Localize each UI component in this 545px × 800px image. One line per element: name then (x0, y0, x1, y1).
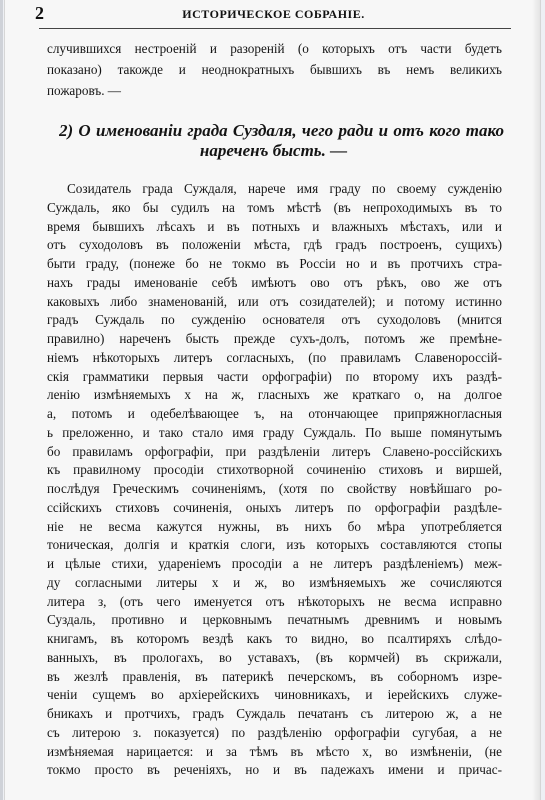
text-line: и цѣлые стихи, удареніемъ просодіи а не литеръ раздѣленіемъ) меж- (47, 556, 502, 571)
book-page (4, 0, 541, 800)
text-line: ніемъ нѣкоторыхъ литеръ согласныхъ, (по правиламъ Славенороссій- (47, 349, 502, 365)
text-line: градъ Суждаль по сужденію основателя отъ суходоловъ (мнится (47, 312, 502, 328)
text-line: нахъ грады именованіе себѣ имѣютъ ово отъ рѣкъ, ово же отъ (47, 274, 502, 290)
text-line: отъ суходоловъ въ положеніи мѣста, гдѣ градъ построенъ, сущихъ) (47, 237, 502, 253)
text-line: показано) такожде и неоднократныхъ бывшихъ въ немъ великихъ (47, 62, 502, 77)
text-line: послѣдуя Греческимъ сочиненіямъ, (хотя по свойству новѣйшаго ро- (47, 481, 502, 496)
text-line: а, потомъ и одебелѣвающее ъ, на отончающее припряжногласныя (47, 406, 502, 421)
text-line: съ литерою з. показуется) по раздѣленію орфографіи сугубая, а не (47, 724, 502, 740)
text-line: ніе не весма кажутся нужны, въ нихъ бо мѣра употребляется (47, 518, 502, 534)
text-line: пожаровъ. — (47, 83, 121, 98)
text-line: измѣняемая нарицается: и за тѣмъ въ мѣсто х, во измѣненіи, (не (47, 743, 502, 759)
section-heading-line-1: 2) О именованіи града Суздаля, чего ради и отъ кого тако (59, 121, 504, 140)
text-line: бо правиламъ орфографіи, при раздѣленіи литеръ Славено-россійскихъ (47, 443, 502, 459)
text-line: ванныхъ, въ прологахъ, во уставахъ, (въ кормчей) въ скрижали, (47, 649, 502, 665)
text-line: книгамъ, въ которомъ вездѣ какъ то видно, во псалтиряхъ слѣдо- (47, 631, 502, 646)
text-line: ь преложенно, и тако стало имя граду Суждаль. По выше помянутымъ (47, 424, 502, 440)
text-line: ченіи сущемъ во архіерейскихъ чиновникахъ, и іерейскихъ служе- (47, 687, 502, 703)
text-line: литера з, (отъ чего именуется отъ нѣкоторыхъ не весма исправно (47, 593, 502, 609)
text-line: скія грамматики первыя части орфографіи) по второму ихъ раздѣ- (47, 368, 502, 384)
viewer-left-edge (0, 0, 3, 800)
header-rule (39, 28, 511, 29)
section-heading-line-2: нареченъ бысть. — (199, 141, 348, 160)
text-line: случившихся нестроеній и разореній (о которыхъ отъ части будетъ (47, 41, 502, 56)
text-line: время бывшихъ лѣсахъ и въ потныхъ и влажныхъ мѣстахъ, или и (47, 218, 502, 234)
text-line: ду согласными литеры х и ж, во измѣняемыхъ же сочисляются (47, 574, 502, 590)
text-line: Суздаль, противно и церковнымъ печатнымъ древнимъ и новымъ (47, 612, 502, 628)
text-line: Созидатель града Суждаля, нарече имя граду по своему сужденію (67, 181, 502, 196)
page-number: 2 (35, 3, 44, 23)
text-line: ленію измѣняемыхъ х на ж, гласныхъ же краткаго о, на долгое (47, 387, 502, 403)
text-line: бникахъ и протчихъ, градъ Суждаль печатанъ съ литерою ж, а не (47, 706, 502, 721)
text-line: быти граду, (понеже бо не токмо въ Россіи но и въ протчихъ стра- (47, 256, 502, 271)
text-line: токмо просто въ реченіяхъ, но и въ падежахъ имени и причас- (47, 762, 502, 778)
text-line: къ правилному просодіи стихотворной сочиненію стиховъ и виршей, (47, 462, 502, 478)
text-line: правилно) нареченъ бысть прежде сухъ-долъ, потомъ же премѣне- (47, 331, 502, 346)
running-head: ИСТОРИЧЕСКОЕ СОБРАНІЕ. (182, 7, 365, 21)
text-line: Суждаль, яко бы судилъ на томъ мѣстѣ (въ непроходимыхъ въ то (47, 199, 502, 215)
text-line: тоническая, долгія и краткія слоги, изъ которыхъ составляются стопы (47, 537, 502, 553)
text-line: ссійскихъ стиховъ сочиненія, оныхъ литеръ по орфографіи раздѣле- (47, 499, 502, 515)
text-line: каковыхъ либо знаменованій, или отъ созидателей); и потому истинно (47, 293, 502, 309)
text-line: въ жезлѣ правленія, въ патерикѣ печерскомъ, въ соборномъ изре- (47, 668, 502, 684)
page-edge-shadow (532, 0, 540, 800)
